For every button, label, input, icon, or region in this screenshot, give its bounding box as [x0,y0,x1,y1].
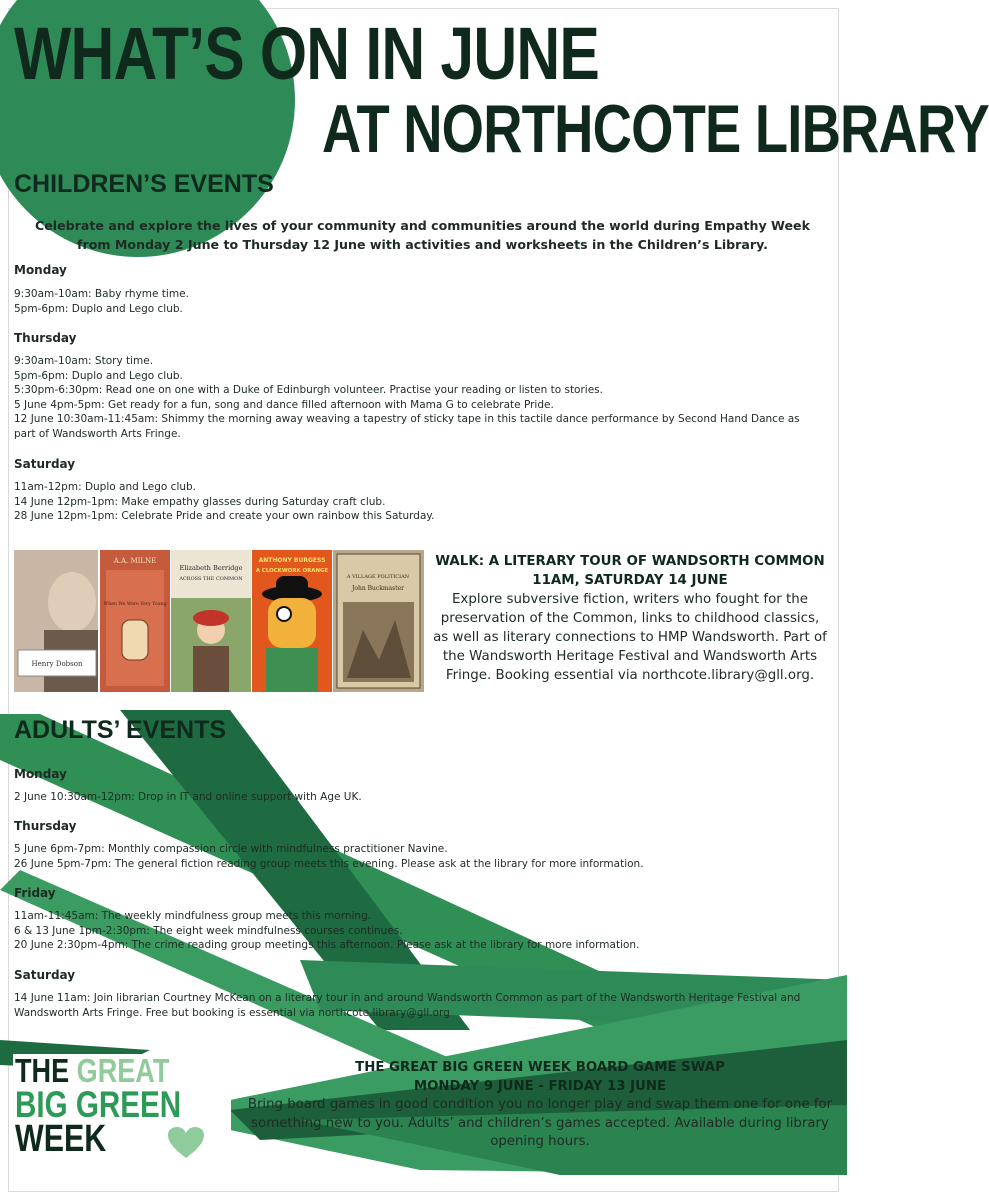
book-cover-a-village-politician [333,550,424,692]
children-day-thursday: Thursday [14,331,77,345]
adults-monday-list [14,790,824,805]
book-2-title: When We Were Very Young [103,602,167,607]
book-1-author: Henry Dobson [31,660,83,668]
list-item: 2 June 10:30am-12pm: Drop in IT and online support with Age UK. [14,791,362,803]
walk-event [432,552,828,685]
title-line-2: AT NORTHCOTE LIBRARY [322,91,989,167]
logo-week: WEEK [15,1118,107,1160]
children-intro: Celebrate and explore the lives of your community and communities around the world during Empathy Week from Monday 2 June to Thursday 12 June with activities and worksheets in the Children’s Library. [35,218,810,252]
book-3-author: Elizabeth Berridge [179,564,243,572]
list-item: 6 & 13 June 1pm-2:30pm: The eight week mindfulness courses continues. [14,924,403,937]
book-3-title: ACROSS THE COMMON [179,576,243,582]
adults-day-monday: Monday [14,767,67,781]
adults-saturday-list [14,991,824,1020]
list-item: 5 June 4pm-5pm: Get ready for a fun, song and dance filled afternoon with Mama G to celebrate Pride. [14,398,554,411]
list-item: 20 June 2:30pm-4pm: The crime reading group meetings this afternoon. Please ask at the library for more information. [14,939,640,952]
book-5-author: John Buckmaster [351,585,405,592]
list-item: 12 June 10:30am-11:45am: Shimmy the morning away weaving a tapestry of sticky tape in this tactile dance performance by Second Hand Dance as part of Wandsworth Arts Fringe. [14,413,800,440]
children-thursday-list [14,354,824,442]
book-2-author: A.A. MILNE [113,557,157,565]
title-line-1: WHAT’S ON IN JUNE [14,12,600,95]
adults-day-saturday: Saturday [14,968,76,982]
children-day-saturday: Saturday [14,457,76,471]
book-4-title: A CLOCKWORK ORANGE [255,568,329,574]
great-big-green-week-logo [13,1054,231,1158]
list-item: 5pm-6pm: Duplo and Lego club. [14,369,183,382]
adults-events-heading: ADULTS’ EVENTS [14,716,227,744]
children-monday-list [14,287,824,316]
list-item: 5pm-6pm: Duplo and Lego club. [14,302,183,315]
list-item: 14 June 11am: Join librarian Courtney McKean on a literary tour in and around Wandsworth Common as part of the Wandsworth Heritage Festival and Wandsworth Arts Fringe. Free but booking is essential via northcote.library@gll.org [14,992,801,1019]
book-cover-when-we-were-very-young [100,550,170,692]
walk-body: Explore subversive fiction, writers who fought for the preservation of the Common, links to childhood classics, as well as literary connections to HMP Wandsworth. Part of the Wandsworth Heritage Festival and Wandsworth Arts Fringe. Booking essential via northcote.library@gll.org. [433,592,827,683]
list-item: 28 June 12pm-1pm: Celebrate Pride and create your own rainbow this Saturday. [14,510,435,523]
book-covers [14,550,424,692]
adults-friday-list [14,909,824,953]
adults-day-thursday: Thursday [14,819,77,833]
book-cover-a-clockwork-orange [252,550,332,692]
children-day-monday: Monday [14,263,67,277]
adults-day-friday: Friday [14,886,56,900]
book-4-author: ANTHONY BURGESS [258,557,326,564]
list-item: 5:30pm-6:30pm: Read one on one with a Duke of Edinburgh volunteer. Practise your reading or listen to stories. [14,384,603,397]
list-item: 9:30am-10am: Baby rhyme time. [14,288,189,300]
list-item: 14 June 12pm-1pm: Make empathy glasses during Saturday craft club. [14,495,386,508]
logo-line-1 [15,1054,169,1088]
logo-the: THE [15,1052,70,1089]
walk-time: 11AM, SATURDAY 14 JUNE [532,573,728,588]
logo-great: GREAT [76,1052,170,1089]
heart-icon [167,1126,205,1160]
list-item: 9:30am-10am: Story time. [14,355,154,367]
swap-title: THE GREAT BIG GREEN WEEK BOARD GAME SWAP [355,1060,725,1075]
children-events-heading: CHILDREN’S EVENTS [14,170,274,198]
book-cover-across-the-common [171,550,251,692]
swap-body: Bring board games in good condition you no longer play and swap them one for one for something new to you. Adults’ and children’s games accepted. Available during library opening hours. [247,1097,833,1150]
list-item: 26 June 5pm-7pm: The general fiction reading group meets this evening. Please ask at the library for more information. [14,857,644,870]
book-5-title: A VILLAGE POLITICIAN [346,574,410,580]
logo-big-green: BIG GREEN [15,1084,182,1125]
book-cover-henry-dobson [14,550,98,692]
list-item: 5 June 6pm-7pm: Monthly compassion circle with mindfulness practitioner Navine. [14,843,448,855]
children-saturday-list [14,480,824,524]
adults-thursday-list [14,842,824,871]
board-game-swap [240,1059,840,1152]
swap-dates: MONDAY 9 JUNE - FRIDAY 13 JUNE [413,1078,667,1094]
walk-title: WALK: A LITERARY TOUR OF WANDSORTH COMMON [435,554,825,569]
list-item: 11am-11:45am: The weekly mindfulness group meets this morning. [14,910,372,922]
list-item: 11am-12pm: Duplo and Lego club. [14,481,197,493]
